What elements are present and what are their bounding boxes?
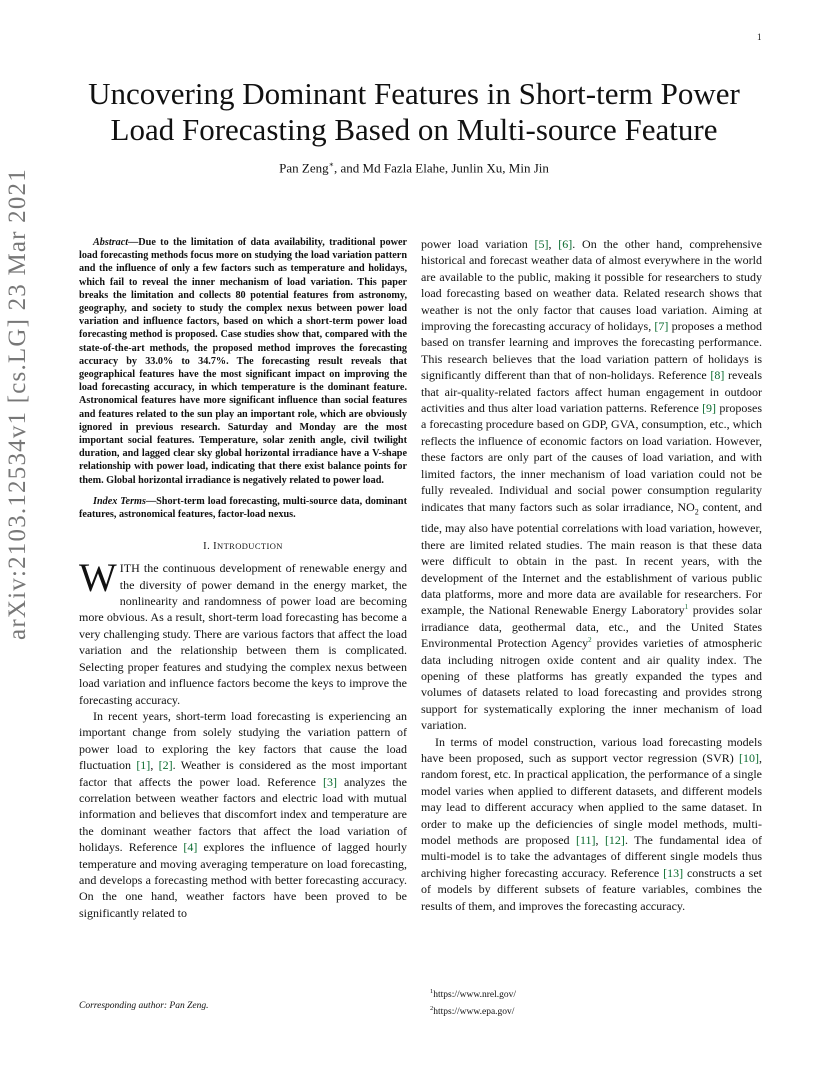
text-run: power load variation — [421, 237, 535, 251]
text-run: provides solar irradiance data, geothermal data, etc., and the United States Environmental Protection Agency — [421, 603, 762, 651]
citation-link[interactable]: [3] — [322, 774, 337, 789]
footnote-2 — [430, 1002, 516, 1019]
citation-link[interactable]: [5] — [534, 237, 549, 251]
text-run: explores the influence of lagged hourly temperature and moving averaging temperature on load forecasting, and develops a forecasting method with better forecasting accuracy. On the one hand, weather factors have been proved to be significantly related to — [79, 840, 407, 920]
abstract — [79, 236, 407, 487]
author-list — [40, 160, 788, 176]
intro-paragraph-3 — [421, 236, 762, 734]
drop-cap: W — [79, 555, 117, 601]
text-run: . Weather is considered as the most important factor that affects the power load. Reference — [79, 758, 408, 789]
text-run: , — [150, 758, 159, 773]
first-author: Pan Zeng — [279, 160, 329, 176]
citation-link[interactable]: [10] — [739, 750, 759, 765]
citation-link[interactable]: [6] — [558, 237, 573, 251]
text-run: constructs a set of models by different subsets of feature variables, combines the results of them, and improves the forecasting accuracy. — [421, 865, 763, 913]
text-run: analyzes the correlation between weather factors and electric load with mutual information and believes that discomfort index and temperature are the dominant weather factors that affect the load variation of holidays. Reference — [79, 774, 408, 855]
text-run: content, and tide, may also have potential correlations with load variation, however, there are limited related studies. The main reason is that these data were difficult to obtain in the past. In recent years, with the development of the Internet and the establishment of various public data platforms, more and more data are available for researchers. For example, the National Renewable Energy Laboratory — [421, 499, 762, 618]
citation-link[interactable]: [1] — [136, 758, 151, 773]
footnote-mark: 2 — [430, 1005, 434, 1013]
citation-link[interactable]: [11] — [575, 833, 596, 848]
text-run: proposes a forecasting procedure based on GDP, GVA, consumption, etc., which reflects the influence of economic factors on load variation. However, these factors are only part of the causes of load variation, and with limited factors, the inner mechanism of load variation could not be fully revealed. Individual and social power consumption regularity indicates that many factors such as solar irradiance, NO — [421, 401, 762, 514]
footnote-url[interactable]: https://www.nrel.gov/ — [433, 990, 517, 1001]
text-run: In recent years, short-term load forecasting is experiencing an important change from solely studying the variation pattern of power load to exploring the key factors that cause the load fluctuation — [79, 708, 407, 773]
intro-paragraph-1 — [79, 555, 407, 708]
arxiv-identifier: arXiv:2103.12534v1 [cs.LG] 23 Mar 2021 — [4, 168, 31, 640]
index-terms-text: —Short-term load forecasting, multi-source data, dominant features, astronomical features, factor-load nexus. — [79, 495, 407, 521]
footnote-link[interactable]: 2 — [588, 636, 592, 645]
intro-paragraph-1-text: ITH the continuous development of renewable energy and the diversity of power demand in the energy market, the nonlinearity and randomness of power load are becoming more obvious. As a result, short-term load forecasting has become a very challenging study. There are various factors that affect the load variation and the relationship between them is complicated. Selecting proper features and studying the complex nexus between load variation and influence factors become the keys to improve the forecasting accuracy. — [79, 561, 407, 707]
section-title-rest: NTRODUCTION — [217, 541, 283, 552]
text-run: reveals that air-quality-related factors affect human engagement in outdoor activities and thus alter load variation patterns. Reference — [421, 368, 762, 416]
index-terms-label: Index Terms — [93, 495, 146, 507]
index-terms — [79, 495, 407, 521]
corresponding-mark: ∗ — [328, 160, 335, 169]
citation-link[interactable]: [8] — [710, 368, 725, 383]
subscript: 2 — [694, 506, 699, 516]
footnotes — [430, 985, 516, 1019]
section-heading-introduction — [79, 541, 407, 552]
text-run: , — [595, 833, 605, 848]
text-run: . On the other hand, comprehensive historical and forecast weather data of almost everywhere in the world are available to the public, making it possible for researchers to study load forecasting based on weather data. Related research shows that weather is not the only factor that causes load variation. Aiming at improving the forecasting accuracy of holidays, — [421, 237, 762, 334]
footnote-1 — [430, 985, 516, 1002]
page-number: 1 — [757, 32, 762, 42]
text-run: , random forest, etc. In practical application, the performance of a single model varies when applied to different datasets, and different models may lead to different accuracy when applied to the same dataset. In order to make up the deficiencies of single model methods, multi-model methods are proposed — [421, 750, 762, 848]
intro-paragraph-4 — [421, 734, 762, 914]
citation-link[interactable]: [9] — [702, 401, 717, 416]
text-run: . The fundamental idea of multi-model is to take the advantages of different single models thus archiving higher forecasting accuracy. Reference — [421, 833, 762, 880]
footnote-mark: 1 — [430, 988, 434, 995]
text-run: proposes a method based on transfer learning and improves the forecasting performance. This research believes that the load variation pattern of holidays is significantly different than that of non-holidays. Reference — [421, 319, 762, 383]
paper-title — [40, 76, 788, 148]
footnote-url[interactable]: https://www.epa.gov/ — [433, 1007, 515, 1018]
citation-link[interactable]: [4] — [183, 840, 198, 855]
text-run: In terms of model construction, various load forecasting models have been proposed, such as support vector regression (SVR) — [421, 734, 762, 765]
title-line-1: Uncovering Dominant Features in Short-term Power — [88, 76, 740, 111]
other-authors: , and Md Fazla Elahe, Junlin Xu, Min Jin — [334, 160, 549, 176]
citation-link[interactable]: [13] — [663, 865, 684, 880]
right-column — [421, 236, 762, 914]
left-column — [79, 236, 407, 921]
section-numeral: I. — [203, 541, 214, 553]
abstract-label: Abstract — [93, 237, 129, 248]
citation-link[interactable]: [2] — [158, 758, 173, 773]
citation-link[interactable]: [7] — [654, 319, 669, 334]
section-first-letter: I — [213, 541, 218, 553]
corresponding-author-note: Corresponding author: Pan Zeng. — [79, 1001, 209, 1011]
footnote-link[interactable]: 1 — [684, 603, 689, 612]
citation-link[interactable]: [12] — [604, 833, 625, 848]
text-run: , — [548, 237, 559, 251]
abstract-text: —Due to the limitation of data availability, traditional power load forecasting methods focus more on studying the load variation pattern and the influence of only a few factors such as temperature and holidays, which fail to reveal the inner mechanism of load variation. This paper breaks the limitation and collects 80 potential features from astronomy, geography, and society to study the complex nexus between power load variation and influence factors, based on which a short-term power load forecasting method is proposed. Case studies show that, compared with the state-of-the-art methods, the proposed method improves the forecasting accuracy by 33.0% to 34.7%. The forecasting result reveals that geographical features have the most significant impact on improving the load forecasting accuracy, in which temperature is the dominant feature. Astronomical features have more significant influence than social features and features related to the sun play an important role, which are obviously ignored in previous research. Saturday and Monday are the most important social features. Temperature, solar zenith angle, civil twilight duration, and lagged clear sky global horizontal irradiance have a V-shape relationship with power load, indicating that there exist balance points for them. Global horizontal irradiance is negatively related to power load. — [79, 237, 407, 486]
intro-paragraph-2 — [79, 708, 407, 921]
text-run: provides varieties of atmospheric data including nitrogen oxide content and air quality index. The opening of these platforms has greatly expanded the types and volumes of datasets related to load forecasting and provides strong support for systematically exploring the inner mechanism of load variation. — [421, 636, 762, 733]
title-line-2: Load Forecasting Based on Multi-source Feature — [110, 112, 718, 147]
